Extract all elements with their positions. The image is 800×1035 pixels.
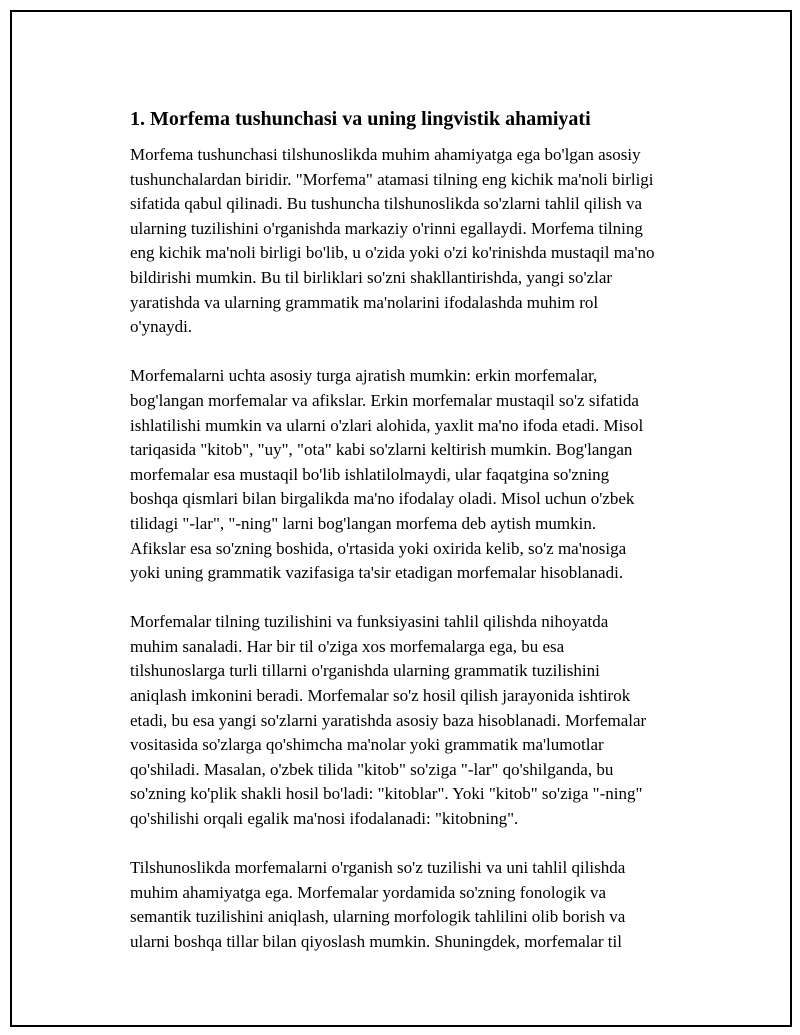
text-line: morfemalar esa mustaqil bo'lib ishlatilolmaydi, ular faqatgina so'zning — [130, 464, 610, 484]
text-line: qo'shilishi orqali egalik ma'nosi ifodalanadi: "kitobning". — [130, 809, 519, 829]
text-line: o'ynaydi. — [130, 317, 193, 337]
text-line: muhim sanaladi. Har bir til o'ziga xos morfemalarga ega, bu esa — [130, 636, 565, 656]
text-line: etadi, bu esa yangi so'zlarni yaratishda asosiy baza hisoblanadi. Morfemalar — [130, 710, 647, 730]
document-body — [130, 105, 690, 979]
text-line: boshqa qismlari bilan birgalikda ma'no ifodalay oladi. Misol uchun o'zbek — [130, 489, 635, 509]
text-line: qo'shiladi. Masalan, o'zbek tilida "kitob" so'ziga "-lar" qo'shilganda, bu — [130, 759, 614, 779]
text-line: semantik tuzilishini aniqlash, ularning morfologik tahlilini olib borish va — [130, 907, 626, 927]
text-line: Morfema tushunchasi tilshunoslikda muhim ahamiyatga ega bo'lgan asosiy — [130, 145, 641, 164]
text-line: vositasida so'zlarga qo'shimcha ma'nolar yoki grammatik ma'lumotlar — [130, 735, 604, 755]
paragraph-2 — [130, 364, 690, 585]
text-line: Morfemalarni uchta asosiy turga ajratish mumkin: erkin morfemalar, — [130, 366, 598, 386]
text-line: yaratishda va ularning grammatik ma'nolarini ifodalashda muhim rol — [130, 292, 599, 312]
text-line: so'zning ko'plik shakli hosil bo'ladi: "kitoblar". Yoki "kitob" so'ziga "-ning" — [130, 784, 643, 804]
paragraph-1 — [130, 143, 690, 340]
text-line: ularning tuzilishini o'rganishda markaziy o'rinni egallaydi. Morfema tilning — [130, 218, 643, 238]
text-line: Afikslar esa so'zning boshida, o'rtasida yoki oxirida kelib, so'z ma'nosiga — [130, 538, 627, 558]
text-line: aniqlash imkonini beradi. Morfemalar so'z hosil qilish jarayonida ishtirok — [130, 686, 631, 706]
paragraph-3 — [130, 610, 690, 831]
text-line: Morfemalar tilning tuzilishini va funksiyasini tahlil qilishda nihoyatda — [130, 612, 609, 632]
text-line: ularni boshqa tillar bilan qiyoslash mumkin. Shuningdek, morfemalar til — [130, 932, 622, 951]
text-line: Tilshunoslikda morfemalarni o'rganish so'z tuzilishi va uni tahlil qilishda — [130, 858, 626, 878]
text-line: eng kichik ma'noli birligi bo'lib, u o'zida yoki o'zi ko'rinishda mustaqil ma'no — [130, 243, 655, 263]
text-line: muhim ahamiyatga ega. Morfemalar yordamida so'zning fonologik va — [130, 882, 607, 902]
text-line: bildirishi mumkin. Bu til birliklari so'zni shakllantirishda, yangi so'zlar — [130, 267, 613, 287]
section-heading: 1. Morfema tushunchasi va uning lingvistik ahamiyati — [130, 108, 591, 130]
paragraph-4 — [130, 856, 690, 954]
text-line: ishlatilishi mumkin va ularni o'zlari alohida, yaxlit ma'no ifoda etadi. Misol — [130, 415, 644, 435]
text-line: bog'langan morfemalar va afikslar. Erkin morfemalar mustaqil so'z sifatida — [130, 390, 639, 410]
text-line: yoki uning grammatik vazifasiga ta'sir etadigan morfemalar hisoblanadi. — [130, 563, 624, 583]
text-line: tilidagi "-lar", "-ning" larni bog'langan morfema deb aytish mumkin. — [130, 513, 597, 533]
text-line: tariqasida "kitob", "uy", "ota" kabi so'zlarni keltirish mumkin. Bog'langan — [130, 440, 633, 460]
text-line: sifatida qabul qilinadi. Bu tushuncha tilshunoslikda so'zlarni tahlil qilish va — [130, 194, 643, 214]
text-line: tilshunoslarga turli tillarni o'rganishda ularning grammatik tuzilishini — [130, 661, 600, 681]
document-page — [10, 10, 792, 1027]
text-line: tushunchalardan biridir. "Morfema" atamasi tilning eng kichik ma'noli birligi — [130, 169, 654, 189]
